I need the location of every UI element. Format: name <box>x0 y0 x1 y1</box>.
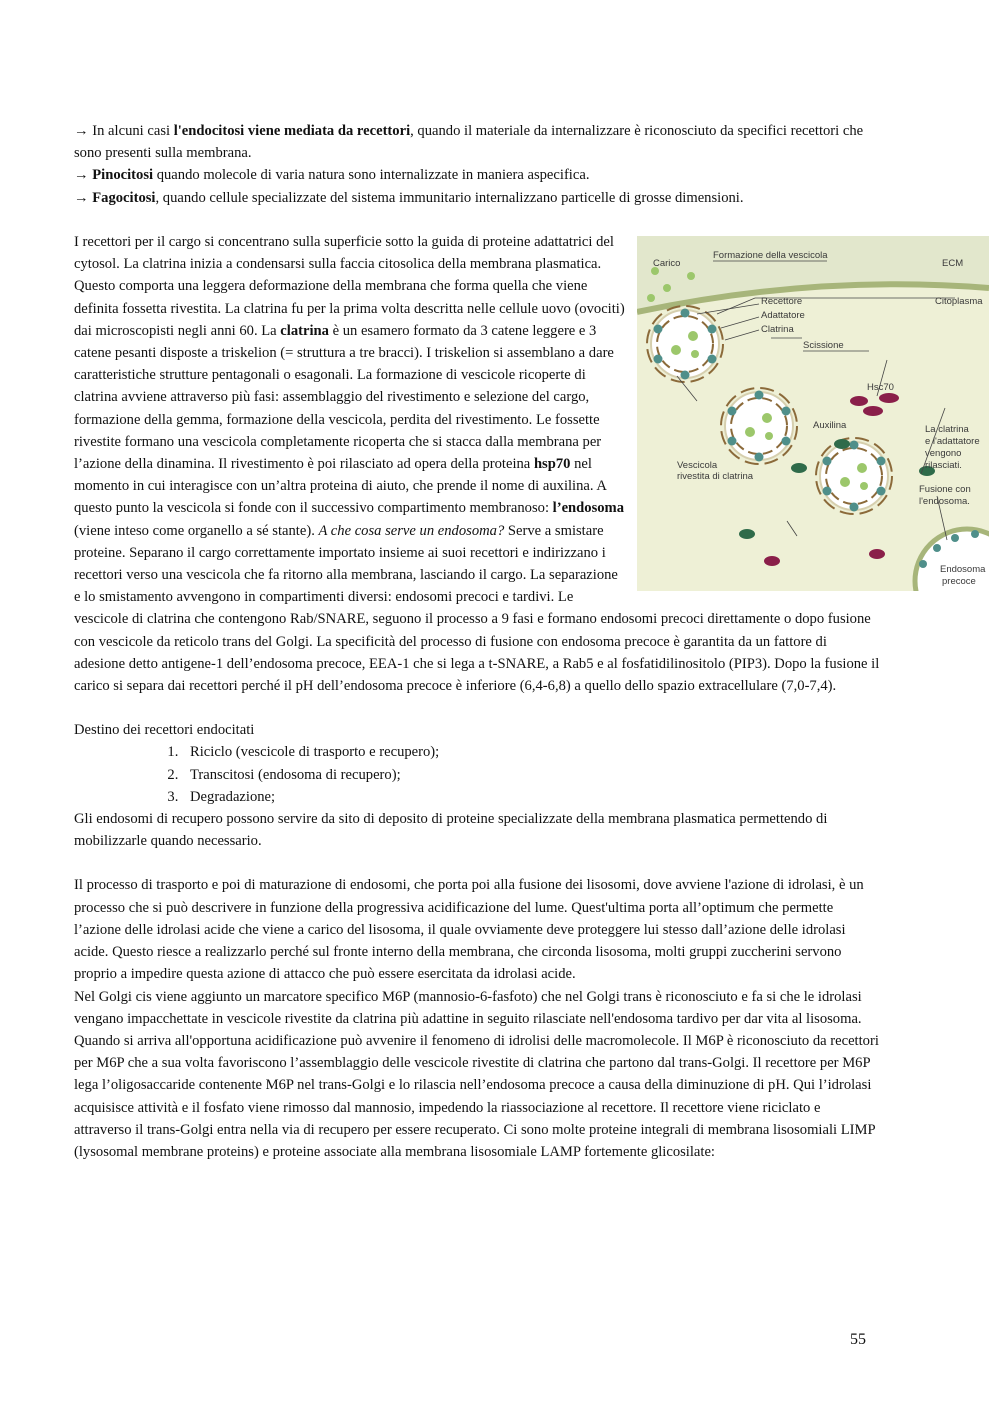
label-clatrina: Clatrina <box>761 324 794 335</box>
label-formazione: Formazione della vescicola <box>713 250 828 261</box>
bullet-endocitosi-recettori <box>74 120 880 164</box>
label-rilascio: vengono <box>925 448 962 459</box>
label-adattatore: Adattatore <box>761 310 805 321</box>
list-item: 1. Riciclo (vescicole di trasporto e recupero); <box>182 741 880 763</box>
bullet-pinocitosi <box>74 164 880 186</box>
paragraph-clatrina: I recettori per il cargo si concentrano sulla superficie sotto la guida di proteine adattatrici del cytosol. La clatrina inizia a condensarsi sulla faccia citosolica della membrana plasmatica. Questo comporta una leggera deformazione della membrana che forma quella che viene definita fossetta rivestita. La clatrina fu per la prima volta descritta nelle cellule uovo (ovociti) dai microscopisti negli anni 60. La clatrina è un esamero formato da 3 catene leggere e 3 catene pesanti disposte a triskelion (= struttura a tre bracci). I triskelion si assemblano a dare caratteristiche strutture pentagonali o esagonali. La formazione di vescicole ricoperte di clatrina avviene attraverso più fasi: assemblaggio del rivestimento e selezione del cargo, formazione della gemma, formazione della vescicola, perdita del rivestimento. Le fossette rivestite formano una vescicola completamente ricoperta che si stacca dalla membrana per l’azione della dinamina. Il rivestimento è poi rilasciato ad opera della proteina hsp70 nel momento in cui interagisce con un’altra proteina di aiuto, che prende il nome di auxilina. A questo punto la vescicola si fonde con il successivo compartimento membranoso: l’endosoma (viene inteso come organello a sé stante). A che cosa serve un endosoma? Serve a smistare proteine. Separano il cargo correttamente importato insieme ai suoi recettori e indirizzano i recettori verso una vescicola che fa ritorno alla membrana, lasciando il cargo. La separazione e lo smistamento avvengono in compartimenti diversi: endosomi precoci e tardivi. Le vescicole di clatrina che contengono Rab/SNARE, seguono il processo a 9 fasi e formano endosomi precoci direttamente o dopo fusione con vescicole da reticolo trans del Golgi. La specificità del processo di fusione con endosoma precoce è garantita da un fattore di adesione detto antigene-1 dell’endosoma precoce, EEA-1 che si lega a t-SNARE, a Rab5 e al fosfatidilinositolo (PIP3). Dopo la fusione il carico si separa dai recettori perché il pH dell’endosoma precoce è inferiore (6,4-6,8) a quello dello spazio extracellulare (7,0-7,4). <box>74 234 880 695</box>
paragraph-m6p: Nel Golgi cis viene aggiunto un marcatore specifico M6P (mannosio-6-fasfoto) che nel Golgi trans è riconosciuto e fa si che le idrolasi vengano impacchettate in vescicole rivestite da clatrina più adattine in seguito rilasciate nell'endosoma tardivo per dar vita al lisosoma. Quando si arriva all'opportuna acidificazione può avvenire il fenomeno di idrolisi delle macromolecole. Il M6P è riconosciuto da recettori per M6P che a sua volta favoriscono l’assemblaggio delle vescicole rivestite di clatrina che partono dal trans-Golgi. Il recettore per M6P lega l’oligosaccaride contenente M6P nel trans-Golgi e lo rilascia nell’endosoma precoce a causa della diminuzione di pH. Qui l’idrolasi acquisisce attività e il fosfato viene rimosso dal mannosio, impedendo la riassociazione al recettore. Il recettore viene riciclato e attraverso il trans-Golgi entra nella via di recupero per essere recuperato. Ci sono molte proteine integrali di membrana lisosomiali LIMP (lysosomal membrane proteins) e proteine associate alla membrana lisosomiale LAMP fortemente glicosilate: <box>74 988 879 1160</box>
coated-vesicle <box>721 388 797 464</box>
label-fusione: l'endosoma. <box>919 496 970 507</box>
term-endosoma: l’endosoma <box>552 500 625 517</box>
bullet-fagocitosi <box>74 187 880 209</box>
paragraph-recupero: Gli endosomi di recupero possono servire da sito di deposito di proteine specializzate della membrana plasmatica permettendo di mobilizzarle quando necessario. <box>74 811 828 850</box>
list-item: 3. Degradazione; <box>182 786 880 808</box>
label-recettore: Recettore <box>761 296 803 307</box>
uncoating-vesicle <box>816 438 892 514</box>
destino-title: Destino dei recettori endocitati <box>74 722 255 739</box>
term-clatrina: clatrina <box>280 322 329 339</box>
destino-list <box>74 741 880 808</box>
label-auxilina: Auxilina <box>813 420 847 431</box>
page-number: 55 <box>850 1331 866 1348</box>
label-fusione: Fusione con <box>919 484 971 495</box>
intro-bullets <box>74 120 880 209</box>
label-rilascio: rilasciati. <box>925 460 962 471</box>
term-hsp70: hsp70 <box>533 456 571 473</box>
label-citoplasma: Citoplasma <box>935 296 983 307</box>
list-item: 2. Transcitosi (endosoma di recupero); <box>182 764 880 786</box>
bullet-text: In alcuni casi <box>92 123 174 139</box>
label-endosoma: precoce <box>942 576 976 587</box>
bullet-term: Pinocitosi <box>92 167 154 184</box>
question-endosoma: A che cosa serve un endosoma? <box>318 522 505 539</box>
bullet-text: , quando cellule specializzate del sistema immunitario internalizzano particelle di grosse dimensioni. <box>155 189 744 206</box>
label-scissione: Scissione <box>803 340 844 351</box>
bullet-text: , quando il materiale da internalizzare è riconosciuto da specifici recettori che sono presenti sulla membrana. <box>74 123 864 162</box>
paragraph-lisosomi: Il processo di trasporto e poi di maturazione di endosomi, che porta poi alla fusione dei lisosomi, dove avviene l'azione di idrolasi, è un processo che si può descrivere in funzione della progressiva acidificazione del lume. Quest'ultima porta all’optimum che permette l’azione delle idrolasi acide che viene a carico del lisosoma, il quale ovviamente deve proteggere lui stesso dall’azione delle idrolasi acide. Questo riesce a realizzarlo perché sul fronte interno della membrana, che circonda lisosoma, molti gruppi zuccherini servono proprio a impedire questa azione di attacco che può essere esercitata da idrolasi acide. <box>74 877 864 983</box>
bullet-term: l'endocitosi viene mediata da recettori <box>173 123 411 139</box>
hsc70-molecule <box>863 406 883 416</box>
arrow-icon: → <box>74 123 89 139</box>
budding-vesicle <box>647 306 723 382</box>
bullet-term: Fagocitosi <box>92 189 156 206</box>
label-hsc70: Hsc70 <box>867 382 894 393</box>
label-ecm: ECM <box>942 258 964 269</box>
auxilin-molecule <box>834 439 850 449</box>
arrow-icon: → <box>74 189 89 206</box>
label-rilascio: e l'adattatore <box>925 436 980 447</box>
label-vescicola: Vescicola <box>677 460 718 471</box>
label-endosoma: Endosoma <box>940 564 986 575</box>
clathrin-vesicle-diagram <box>637 236 989 591</box>
bullet-text: quando molecole di varia natura sono internalizzate in maniera aspecifica. <box>153 167 590 184</box>
label-rilascio: La clatrina <box>925 424 969 435</box>
endocytosis-figure <box>637 236 989 591</box>
arrow-icon: → <box>74 167 89 184</box>
label-vescicola: rivestita di clatrina <box>677 471 754 482</box>
label-carico: Carico <box>653 258 681 269</box>
